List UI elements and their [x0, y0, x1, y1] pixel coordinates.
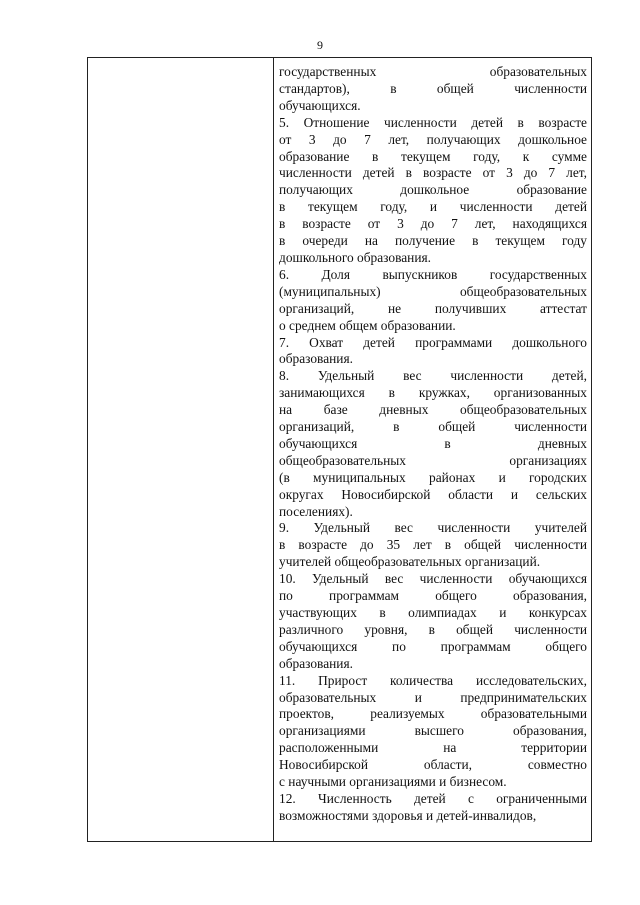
text-line: получающих дошкольное образование	[279, 182, 587, 198]
text-line: организациями высшего образования,	[279, 723, 587, 739]
text-line: (в муниципальных районах и городских	[279, 469, 587, 485]
text-line: 7. Охват детей программами дошкольного	[279, 334, 587, 350]
text-line: организаций, не получивших аттестат	[279, 300, 587, 316]
right-cell	[274, 58, 592, 842]
text-line: 5. Отношение численности детей в возрасте	[279, 114, 587, 130]
text-line: учителей общеобразовательных организаций.	[279, 554, 541, 570]
text-line: от 3 до 7 лет, получающих дошкольное	[279, 131, 587, 147]
text-line: обучающихся в дневных	[279, 435, 587, 451]
left-cell	[88, 58, 274, 842]
text-line: участвующих в олимпиадах и конкурсах	[279, 605, 587, 620]
text-line: расположенными на территории	[279, 740, 587, 756]
text-line: стандартов), в общей численности	[279, 80, 587, 96]
text-line: в текущем году, и численности детей	[279, 199, 587, 215]
text-line: образование в текущем году, к сумме	[279, 148, 587, 164]
text-line: 9. Удельный вес численности учителей	[279, 520, 587, 536]
paragraph	[279, 64, 587, 115]
text-line: 6. Доля выпускников государственных	[279, 266, 587, 282]
text-line: о среднем общем образовании.	[279, 317, 456, 333]
paragraph	[279, 791, 587, 825]
text-line: в возрасте от 3 до 7 лет, находящихся	[279, 216, 587, 232]
text-line: 12. Численность детей с ограниченными	[279, 790, 587, 806]
text-line: государственных образовательных	[279, 64, 587, 79]
paragraph	[279, 520, 587, 571]
text-line: (муниципальных) общеобразовательных	[279, 283, 587, 299]
paragraph	[279, 115, 587, 267]
text-line: различного уровня, в общей численности	[279, 621, 587, 637]
text-line: 11. Прирост количества исследовательских,	[279, 672, 587, 688]
text-line: в очереди на получение в текущем году	[279, 233, 587, 249]
text-line: на базе дневных общеобразовательных	[279, 402, 587, 418]
paragraph	[279, 673, 587, 791]
text-line: численности детей в возрасте от 3 до 7 лет,	[279, 165, 587, 181]
text-line: Новосибирской области, совместно	[279, 757, 587, 773]
text-line: с научными организациями и бизнесом.	[279, 774, 507, 790]
text-line: округах Новосибирской области и сельских	[279, 486, 587, 502]
indicators-table	[87, 57, 592, 842]
indicators-text	[274, 58, 591, 825]
text-line: занимающихся в кружках, организованных	[279, 385, 587, 401]
text-line: по программам общего образования,	[279, 588, 587, 604]
paragraph	[279, 267, 587, 335]
text-line: поселениях).	[279, 503, 353, 519]
text-line: обучающихся по программам общего	[279, 638, 587, 654]
text-line: обучающихся.	[279, 97, 361, 113]
text-line: организаций, в общей численности	[279, 419, 587, 435]
paragraph	[279, 368, 587, 520]
text-line: образования.	[279, 655, 353, 671]
text-line: образовательных и предпринимательских	[279, 689, 587, 705]
text-line: образования.	[279, 351, 353, 367]
text-line: 8. Удельный вес численности детей,	[279, 368, 587, 384]
text-line: в возрасте до 35 лет в общей численности	[279, 537, 587, 553]
text-line: возможностями здоровья и детей-инвалидов,	[279, 807, 537, 823]
paragraph	[279, 571, 587, 672]
page-number: 9	[317, 38, 323, 52]
text-line: дошкольного образования.	[279, 249, 431, 265]
table-row	[88, 58, 592, 842]
paragraph	[279, 335, 587, 369]
text-line: общеобразовательных организациях	[279, 452, 587, 468]
text-line: 10. Удельный вес численности обучающихся	[279, 571, 587, 587]
text-line: проектов, реализуемых образовательными	[279, 706, 587, 722]
